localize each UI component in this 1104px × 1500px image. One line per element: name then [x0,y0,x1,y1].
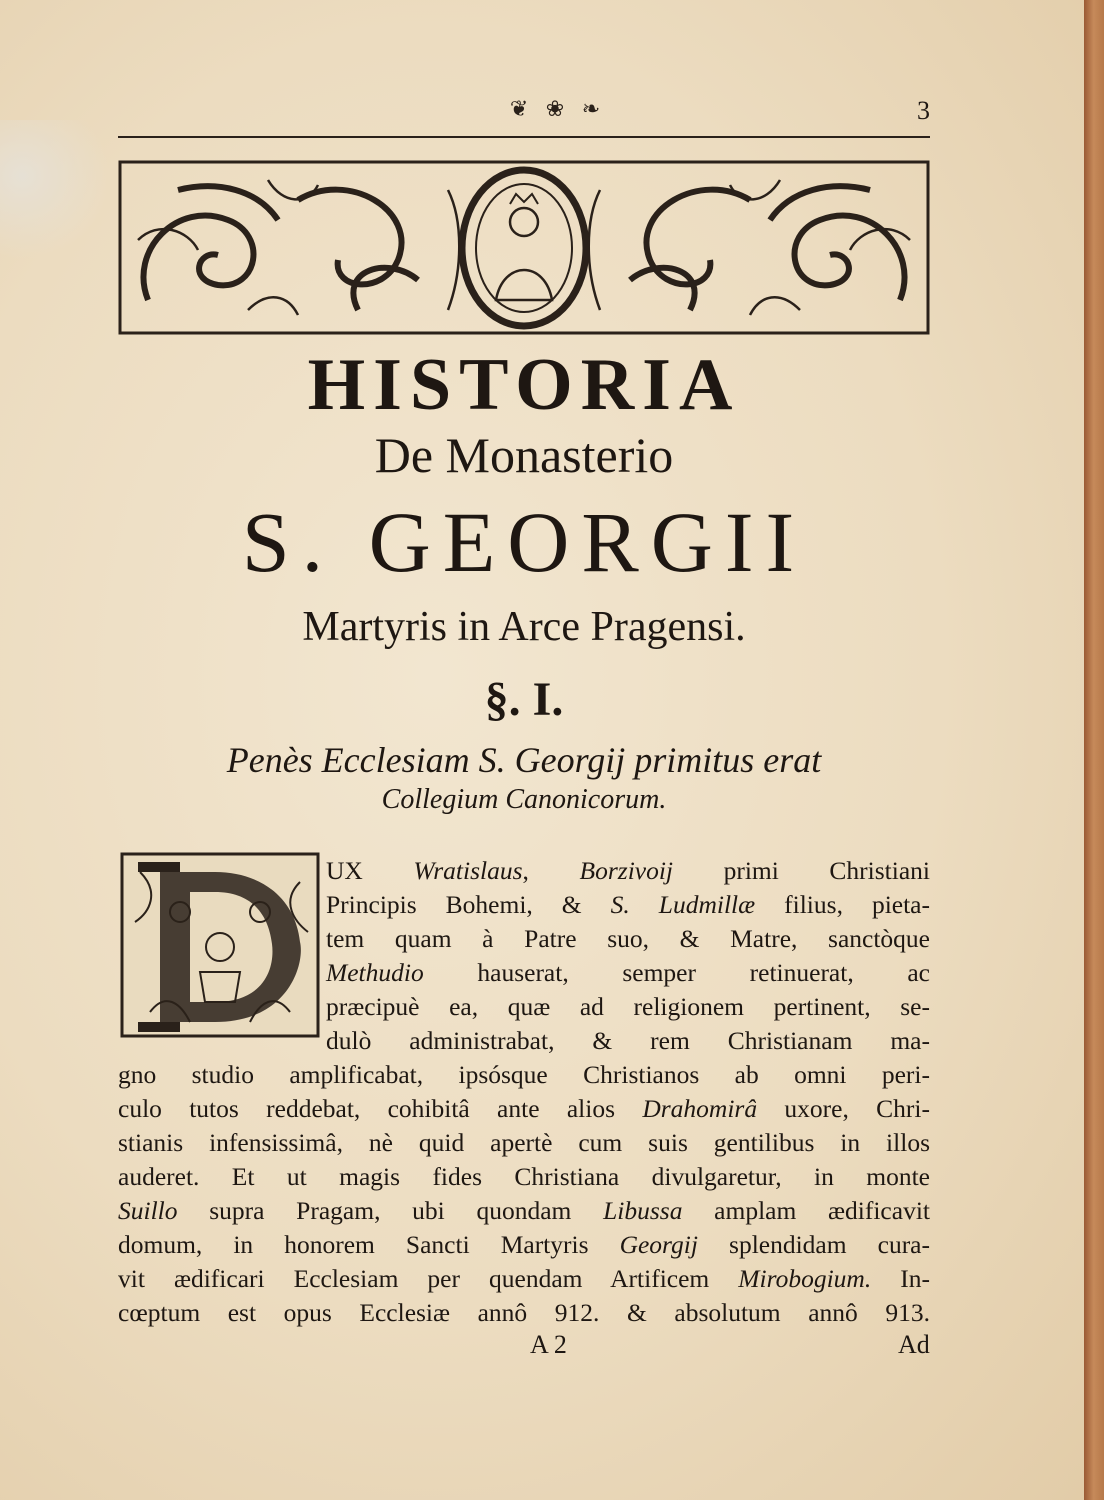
decorated-initial-d [120,852,320,1038]
running-head [118,96,930,126]
body-line-2: Principis Bohemi, & S. Ludmillæ filius, pieta- [326,890,930,919]
title-s-georgii: S. GEORGII [241,494,807,590]
body-line-4: Methudio hauserat, semper retinuerat, ac [326,958,930,987]
body-line-6: dulò administrabat, & rem Christianam ma- [326,1026,930,1055]
ornamental-headpiece [118,160,930,335]
body-line-5: præcipuè ea, quæ ad religionem pertinent, se- [326,992,930,1021]
page-number: 3 [917,96,930,125]
body-line-1: UX Wratislaus, Borzivoij primi Christiani [326,856,931,885]
body-line-9: stianis infensissimâ, nè quid apertè cum suis gentilibus in illos [118,1128,930,1157]
body-line-7: gno studio amplificabat, ipsósque Christianos ab omni peri- [118,1060,930,1089]
header-rule [118,136,930,138]
title-de-monasterio: De Monasterio [374,427,674,483]
body-line-12: domum, in honorem Sancti Martyris Georgij splendidam cura- [118,1230,930,1259]
body-line-8: culo tutos reddebat, cohibitâ ante alios Drahomirâ uxore, Chri- [118,1094,930,1123]
section-heading-line1: Penès Ecclesiam S. Georgij primitus erat [226,740,822,780]
signature-mark: A 2 [530,1330,567,1359]
body-line-3: tem quam à Patre suo, & Matre, sanctòque [326,924,930,953]
section-number: §. I. [484,673,564,726]
title-martyris: Martyris in Arce Pragensi. [302,604,746,650]
title-historia: HISTORIA [307,344,741,426]
body-line-14: cœptum est opus Ecclesiæ annô 912. & absolutum annô 913. [118,1298,930,1327]
paper-stain [0,120,110,260]
page-edge [1084,0,1104,1500]
section-heading-line2: Collegium Canonicorum. [381,784,667,815]
body-line-11: Suillo supra Pragam, ubi quondam Libussa amplam ædificavit [118,1196,930,1225]
body-line-10: auderet. Et ut magis fides Christiana divulgaretur, in monte [118,1162,930,1191]
fleuron-ornament: ❦ ❀ ❧ [509,96,607,121]
catchword: Ad [898,1330,930,1359]
body-line-13: vit ædificari Ecclesiam per quendam Artificem Mirobogium. In- [118,1264,931,1293]
